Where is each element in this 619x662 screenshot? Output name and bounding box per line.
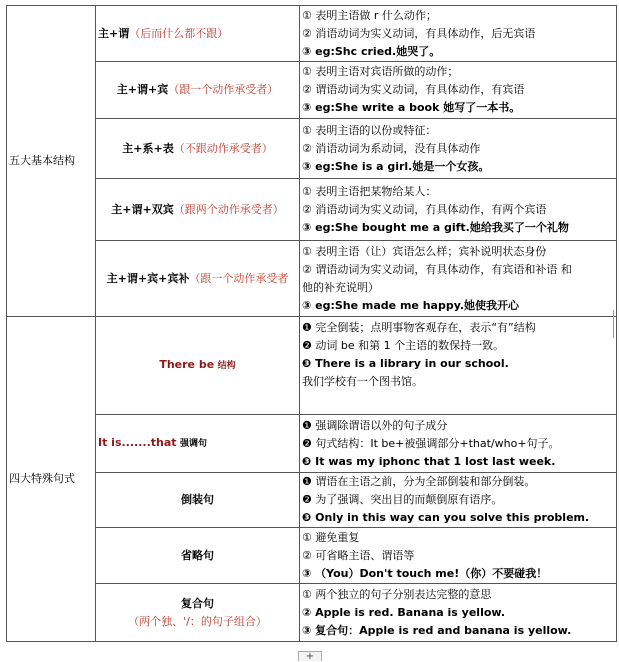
type-main: 主+谓+宾 xyxy=(116,83,169,96)
type-main: 主+系+表 xyxy=(122,141,174,155)
type-note: 强调句 xyxy=(180,439,208,449)
explanation-line: ❶ 谓语在主语之前，分为全部倒装和部分倒装。 xyxy=(302,475,536,488)
explanation-cell[interactable] xyxy=(300,528,617,584)
type-cell[interactable] xyxy=(96,415,300,473)
type-note: （跟一个动作承受者） xyxy=(168,83,279,96)
category-cell-special[interactable] xyxy=(7,317,96,642)
explanation-cell[interactable] xyxy=(300,6,617,62)
explanation-line: ② 消语动词为系动词，没有具体动作 xyxy=(302,141,481,155)
explanation-line: ③ （You）Don't touch me!（你）不要碰我！ xyxy=(302,566,548,580)
explanation-line: ③ eg:She bought me a gift.她给我买了一个礼物 xyxy=(302,220,569,234)
table-row xyxy=(7,6,617,62)
explanation-line: ① 表明主语把某物给某人： xyxy=(302,184,437,198)
table-row xyxy=(7,241,617,317)
grammar-structure-table xyxy=(6,5,617,642)
type-cell[interactable] xyxy=(96,6,300,62)
type-cell[interactable] xyxy=(96,179,300,241)
type-note: （两个独、'/：的句子组合） xyxy=(128,614,267,628)
explanation-line: ❷ 为了强调、突出目的而颠倒原有语序。 xyxy=(302,493,503,506)
explanation-line: ❷ 动词 be 和第 1 个主语的数保持一致。 xyxy=(302,339,505,352)
explanation-line: ② 消语动词为实义动词，有具体动作，后无宾语 xyxy=(302,26,536,40)
type-cell[interactable] xyxy=(96,317,300,415)
explanation-line: ② 消语动词为实义动词，冇具体动作，有两个宾语 xyxy=(302,202,547,216)
table-row xyxy=(7,62,617,119)
category-cell-basic[interactable] xyxy=(7,6,96,317)
type-main: 倒装句 xyxy=(181,493,214,506)
explanation-line: ② 谓语动词为实义动词，有具体动作，有宾语和补语 和 xyxy=(302,262,572,276)
explanation-line: ❸ Only in this way can you solve this problem. xyxy=(302,511,590,524)
type-cell[interactable] xyxy=(96,528,300,584)
type-main: 省略句 xyxy=(181,548,214,562)
type-cell[interactable] xyxy=(96,119,300,179)
category-label: 五大基本结构 xyxy=(9,154,75,167)
type-cell[interactable] xyxy=(96,62,300,119)
type-note: （跟两个动作承受者） xyxy=(173,202,284,216)
type-main: 主+谓+双宾 xyxy=(111,202,174,216)
table-row xyxy=(7,528,617,584)
explanation-line: ② 可省略主语、谓语等 xyxy=(302,548,415,562)
type-main: There be xyxy=(159,358,215,371)
explanation-line: ❶ 完全倒装；点明事物客观存在，表示“有”结构 xyxy=(302,321,536,334)
explanation-line: ❸ It was my iphonc that 1 lost last week. xyxy=(302,454,556,468)
explanation-line: 他的补充说明） xyxy=(302,280,379,294)
explanation-cell[interactable] xyxy=(300,62,617,119)
table-row xyxy=(7,584,617,642)
add-sheet-button[interactable]: + xyxy=(298,651,322,661)
category-label: 四大特殊句式 xyxy=(9,472,75,485)
explanation-line: ③ eg:She is a girl.她是一个女孩。 xyxy=(302,159,490,173)
explanation-line: ① 表明主语（让）宾语怎么样；宾补说明状态身份 xyxy=(302,244,547,258)
explanation-line: ❷ 句式结构：It be+被强调部分+that/who+句子。 xyxy=(302,436,560,450)
table-row xyxy=(7,119,617,179)
table-row xyxy=(7,317,617,415)
type-note: （跟一个动作承受者 xyxy=(189,271,289,285)
explanation-line: ② Apple is red. Banana is yellow. xyxy=(302,605,506,619)
explanation-line: ① 避免重复 xyxy=(302,530,360,544)
explanation-cell[interactable] xyxy=(300,473,617,528)
explanation-cell[interactable] xyxy=(300,179,617,241)
type-main: 主+谓 xyxy=(98,26,130,40)
type-note: （后而什么都不跟） xyxy=(129,26,229,40)
explanation-line: ① 表明主语做 r 什么动作； xyxy=(302,8,437,22)
explanation-line: ① 表明主语对宾语所做的动作； xyxy=(302,65,459,78)
type-main: 主+谓+宾+宾补 xyxy=(106,271,190,285)
type-note: （不跟动作承受者） xyxy=(173,141,273,155)
explanation-line: ③ eg:She made me happy.她使我开心 xyxy=(302,298,520,312)
type-main: It is.......that xyxy=(98,436,177,449)
type-cell[interactable] xyxy=(96,584,300,642)
explanation-line: ③ eg:Shc cried.她哭了。 xyxy=(302,44,441,58)
explanation-line: ③ 复合句：Apple is red and banana is yellow. xyxy=(302,623,572,637)
explanation-line: ② 谓语动词为实义动词，有具体动作，有宾语 xyxy=(302,83,525,96)
explanation-cell[interactable] xyxy=(300,241,617,317)
explanation-line: ① 表明主语的以份或特征： xyxy=(302,123,437,137)
explanation-line: 我们学校有一个图书馆。 xyxy=(302,375,423,388)
explanation-cell[interactable] xyxy=(300,415,617,473)
explanation-line: ❶ 强调除谓语以外的句子成分 xyxy=(302,418,448,432)
explanation-line: ① 两个独立的句子分别表达完整的意思 xyxy=(302,587,492,601)
explanation-cell[interactable] xyxy=(300,317,617,415)
explanation-cell[interactable] xyxy=(300,584,617,642)
explanation-line: ③ eg:She write a book 她写了一本书。 xyxy=(302,101,521,114)
type-note: 结构 xyxy=(217,361,236,371)
table-row xyxy=(7,473,617,528)
table-row xyxy=(7,415,617,473)
explanation-cell[interactable] xyxy=(300,119,617,179)
explanation-line: ❸ There is a library in our school. xyxy=(302,357,509,370)
type-cell[interactable] xyxy=(96,241,300,317)
type-cell[interactable] xyxy=(96,473,300,528)
scrollbar-marker xyxy=(613,310,619,338)
table-row xyxy=(7,179,617,241)
type-main: 复合句 xyxy=(181,596,214,610)
